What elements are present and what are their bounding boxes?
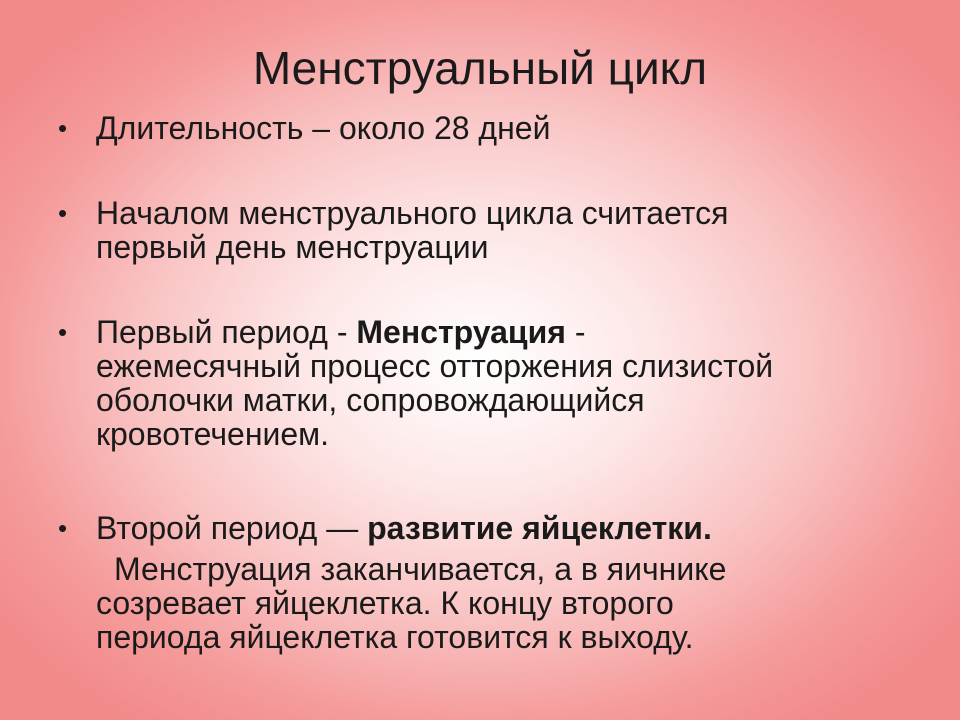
bullet-marker: • <box>58 113 68 143</box>
description-line: периода яйцеклетка готовится к выходу. <box>96 619 694 655</box>
bullet-prefix: Первый период - <box>96 314 357 350</box>
bullet-suffix: - <box>565 314 586 350</box>
bullet-heading-line <box>96 511 896 545</box>
second-period-description <box>96 552 896 654</box>
bullet-line: Началом менструального цикла считается <box>96 195 729 231</box>
bullet-first-period <box>58 314 896 452</box>
bullet-marker: • <box>58 317 68 347</box>
bullet-line: ежемесячный процесс отторжения слизистой <box>96 348 774 384</box>
bullet-heading-line <box>96 315 896 349</box>
bullet-bold-term: Менструация <box>356 314 566 350</box>
bullet-prefix: Второй период — <box>96 510 368 546</box>
bullet-cycle-start <box>58 195 896 265</box>
bullet-line: кровотечением. <box>96 416 330 452</box>
bullet-bold-term: развитие яйцеклетки. <box>367 510 712 546</box>
bullet-duration <box>58 110 896 146</box>
bullet-line: Длительность – около 28 дней <box>96 110 551 146</box>
bullet-marker: • <box>58 513 68 543</box>
description-line <box>96 552 896 586</box>
bullet-line: первый день менструации <box>96 229 489 265</box>
bullet-marker: • <box>58 198 68 228</box>
bullet-line: оболочки матки, сопровождающийся <box>96 382 645 418</box>
bullet-second-period <box>58 510 896 546</box>
slide-title: Менструальный цикл <box>252 42 708 94</box>
description-line: созревает яйцеклетка. К концу второго <box>96 585 674 621</box>
description-text: Менструация заканчивается, а в яичнике <box>114 551 727 587</box>
